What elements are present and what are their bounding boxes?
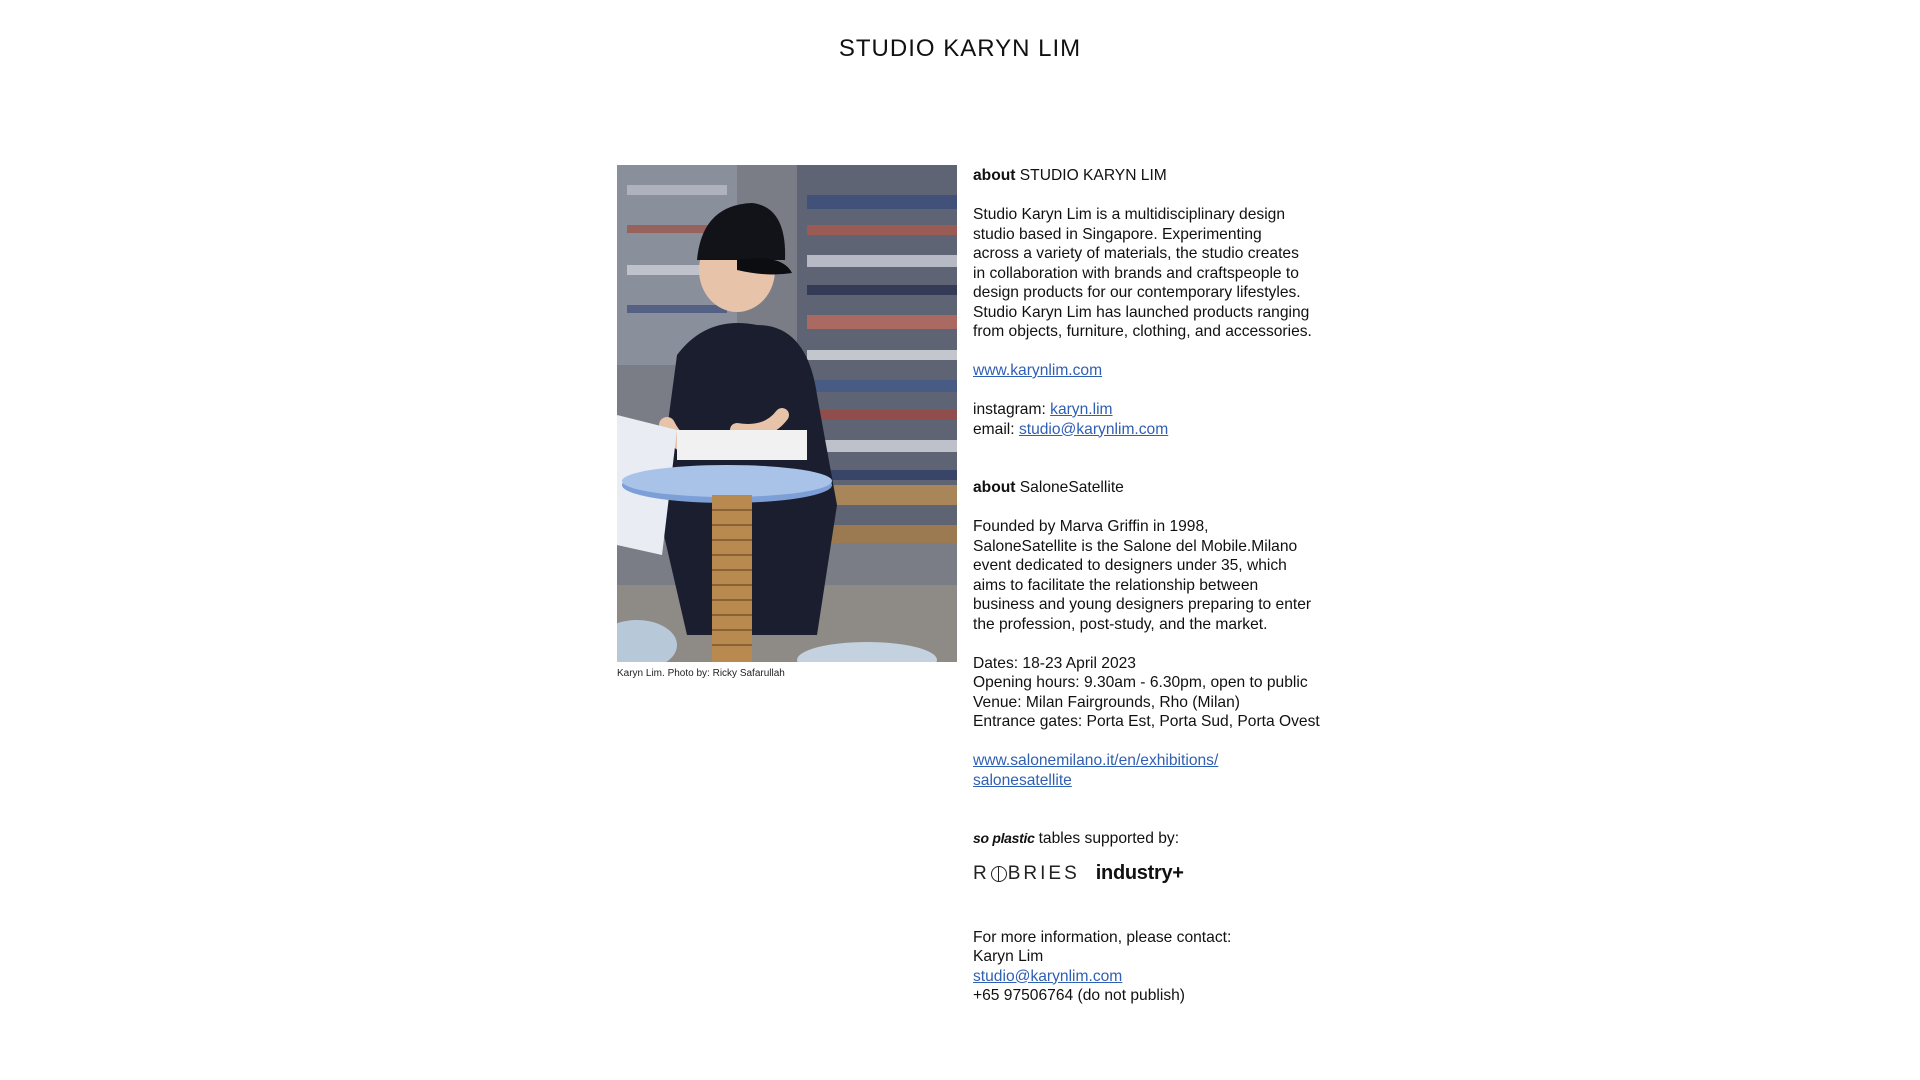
sponsor-logos xyxy=(973,859,1373,889)
sponsor-line: so plastic tables supported by: xyxy=(973,830,1180,847)
site-title: STUDIO KARYN LIM xyxy=(838,35,1082,62)
portrait-photo xyxy=(617,165,957,662)
robries-logo: R BRIES xyxy=(973,862,1080,884)
about-salone-body: Founded by Marva Griffin in 1998, SaloneSatellite is the Salone del Mobile.Milano event dedicated to designers under 35, which aims to facilitate the relationship between business and young designers preparing to enter the profession, post-study, and the market. xyxy=(973,518,1312,633)
contact-phone: +65 97506764 (do not publish) xyxy=(973,987,1185,1004)
instagram-link[interactable]: karyn.lim xyxy=(1050,401,1113,418)
contact-block: For more information, please contact: Karyn Lim studio@karynlim.com +65 97506764 (do not publish) xyxy=(973,928,1232,1004)
salone-link[interactable]: www.salonemilano.it/en/exhibitions/ salonesatellite xyxy=(973,752,1219,789)
website-link[interactable]: www.karynlim.com xyxy=(973,362,1103,379)
contact-email-link[interactable]: studio@karynlim.com xyxy=(973,967,1123,985)
email-link[interactable]: studio@karynlim.com xyxy=(1018,420,1169,438)
contact-name: Karyn Lim xyxy=(973,948,1044,965)
industry-plus-logo: industry+ xyxy=(1095,861,1184,884)
event-details: Dates: 18-23 April 2023 Opening hours: 9.30am - 6.30pm, open to public Venue: Milan Fairgrounds, Rho (Milan) Entrance gates: Porta Est, Porta Sud, Porta Ovest xyxy=(973,654,1320,730)
about-studio-heading: about STUDIO KARYN LIM xyxy=(973,167,1167,184)
email-line: email: studio@karynlim.com xyxy=(973,420,1169,438)
content-column xyxy=(973,166,1373,1006)
about-studio-body: Studio Karyn Lim is a multidisciplinary design studio based in Singapore. Experimenting across a variety of materials, the studio creates in collaboration with brands and craftspeople to design products for our contemporary lifestyles. Studio Karyn Lim has launched products ranging from objects, furniture, clothing, and accessories. xyxy=(973,206,1312,340)
about-salone-heading: about SaloneSatellite xyxy=(973,479,1124,496)
instagram-line: instagram: karyn.lim xyxy=(973,401,1113,418)
so-plastic-logo: so plastic xyxy=(973,830,1035,846)
photo-caption: Karyn Lim. Photo by: Ricky Safarullah xyxy=(617,668,785,679)
